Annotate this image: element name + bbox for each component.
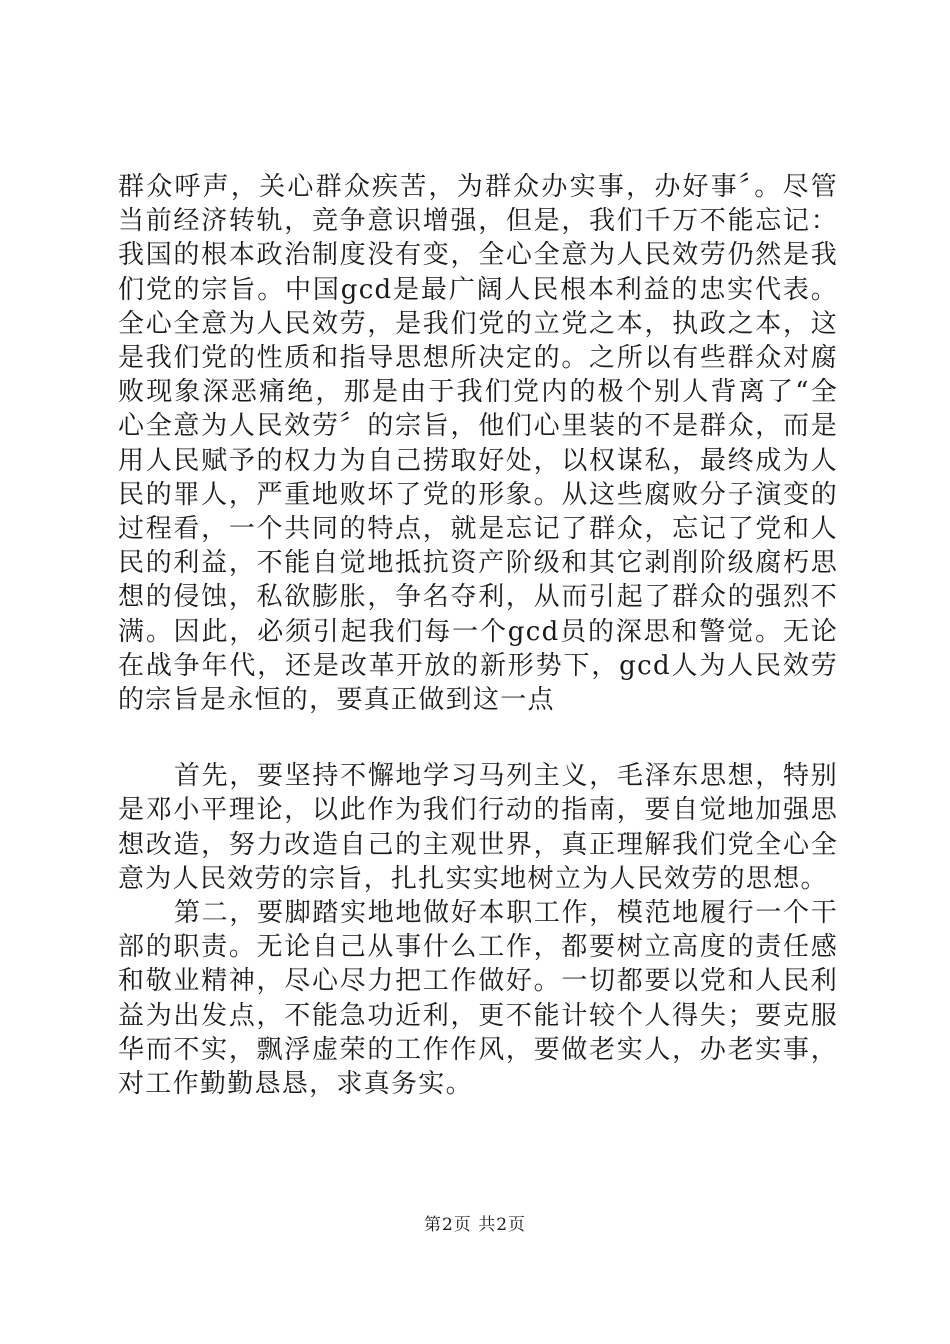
document-body bbox=[118, 170, 838, 1101]
paragraph-gap bbox=[118, 717, 838, 759]
paragraph-continuation: 群众呼声，关心群众疾苦，为群众办实事，办好事〞。尽管当前经济转轨，竞争意识增强，但是，我们千万不能忘记：我国的根本政治制度没有变，全心全意为人民效劳仍然是我们党的宗旨。中国gcd是最广阔人民根本利益的忠实代表。全心全意为人民效劳，是我们党的立党之本，执政之本，这是我们党的性质和指导思想所决定的。之所以有些群众对腐败现象深恶痛绝，那是由于我们党内的极个别人背离了“全心全意为人民效劳〞的宗旨，他们心里装的不是群众，而是用人民赋予的权力为自己捞取好处，以权谋私，最终成为人民的罪人，严重地败坏了党的形象。从这些腐败分子演变的过程看，一个共同的特点，就是忘记了群众，忘记了党和人民的利益，不能自觉地抵抗资产阶级和其它剥削阶级腐朽思想的侵蚀，私欲膨胀，争名夺利，从而引起了群众的强烈不满。因此，必须引起我们每一个gcd员的深思和警觉。无论在战争年代，还是改革开放的新形势下，gcd人为人民效劳的宗旨是永恒的，要真正做到这一点 bbox=[118, 172, 838, 716]
paragraph-first-point: 首先，要坚持不懈地学习马列主义，毛泽东思想，特别是邓小平理论，以此作为我们行动的指南，要自觉地加强思想改造，努力改造自己的主观世界，真正理解我们党全心全意为人民效劳的宗旨，扎扎实实地树立为人民效劳的思想。 bbox=[118, 761, 838, 894]
page-number-footer: 第2页 共2页 bbox=[423, 1215, 527, 1235]
paragraph-second-point: 第二，要脚踏实地地做好本职工作，模范地履行一个干部的职责。无论自己从事什么工作，都要树立高度的责任感和敬业精神，尽心尽力把工作做好。一切都要以党和人民利益为出发点，不能急功近利，更不能计较个人得失；要克服华而不实，飘浮虚荣的工作作风，要做老实人，办老实事，对工作勤勤恳恳，求真务实。 bbox=[118, 898, 838, 1100]
